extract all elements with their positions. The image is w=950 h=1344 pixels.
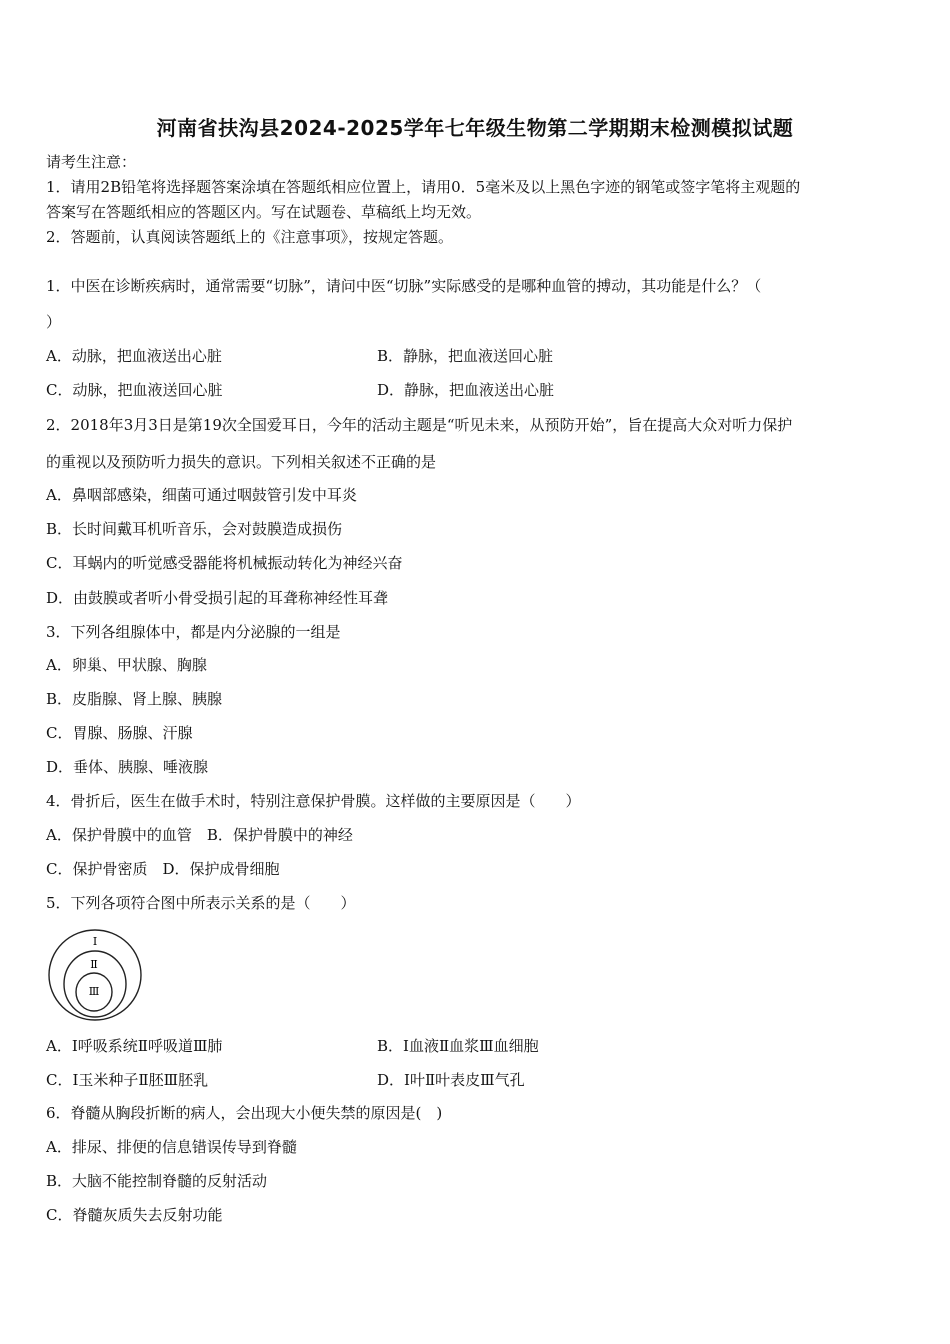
q6-option-a: A．排尿、排便的信息错误传导到脊髓 (46, 1138, 297, 1156)
q6-option-c: C．脊髓灰质失去反射功能 (46, 1206, 223, 1224)
q3-option-a: A．卵巢、甲状腺、胸腺 (46, 656, 207, 674)
q6-stem: 6．脊髓从胸段折断的病人，会出现大小便失禁的原因是( ) (46, 1104, 443, 1122)
notice-item-2: 2．答题前，认真阅读答题纸上的《注意事项》，按规定答题。 (46, 228, 454, 246)
q5-stem: 5．下列各项符合图中所表示关系的是（ ） (46, 894, 356, 912)
q1-option-a: A．动脉，把血液送出心脏 (46, 347, 222, 365)
notice-heading: 请考生注意： (46, 153, 137, 171)
q5-option-d: D．Ⅰ叶Ⅱ叶表皮Ⅲ气孔 (377, 1071, 525, 1089)
label-outer: Ⅰ (92, 935, 98, 948)
q2-stem: 2．2018年3月3日是第19次全国爱耳日，今年的活动主题是“听见未来，从预防开始”，旨在提高大众对听力保护 (46, 416, 793, 434)
nested-circles-figure (47, 928, 145, 1022)
q5-option-a: A．Ⅰ呼吸系统Ⅱ呼吸道Ⅲ肺 (46, 1037, 223, 1055)
label-middle: Ⅱ (90, 958, 98, 971)
q3-option-d: D．垂体、胰腺、唾液腺 (46, 758, 209, 776)
q3-stem: 3．下列各组腺体中，都是内分泌腺的一组是 (46, 623, 341, 641)
q2-stem-cont: 的重视以及预防听力损失的意识。下列相关叙述不正确的是 (46, 453, 437, 471)
q1-stem-cont: ） (46, 313, 62, 331)
notice-item-1: 1．请用2B铅笔将选择题答案涂填在答题纸相应位置上，请用0．5毫米及以上黑色字迹的钢笔或签字笔将主观题的 (46, 178, 801, 196)
q4-options-ab: A．保护骨膜中的血管 B．保护骨膜中的神经 (46, 826, 353, 844)
q2-option-b: B．长时间戴耳机听音乐，会对鼓膜造成损伤 (46, 520, 343, 538)
q1-option-d: D．静脉，把血液送出心脏 (377, 381, 555, 399)
q3-option-c: C．胃腺、肠腺、汗腺 (46, 724, 193, 742)
q1-option-c: C．动脉，把血液送回心脏 (46, 381, 223, 399)
label-inner: Ⅲ (88, 985, 100, 998)
page-title: 河南省扶沟县2024-2025学年七年级生物第二学期期末检测模拟试题 (156, 116, 794, 140)
q3-option-b: B．皮脂腺、肾上腺、胰腺 (46, 690, 223, 708)
notice-item-1-cont: 答案写在答题纸相应的答题区内。写在试题卷、草稿纸上均无效。 (46, 203, 482, 221)
q6-option-b: B．大脑不能控制脊髓的反射活动 (46, 1172, 268, 1190)
q5-option-b: B．Ⅰ血液Ⅱ血浆Ⅲ血细胞 (377, 1037, 539, 1055)
q4-options-cd: C．保护骨密质 D．保护成骨细胞 (46, 860, 280, 878)
q1-option-b: B．静脉，把血液送回心脏 (377, 347, 554, 365)
q2-option-d: D．由鼓膜或者听小骨受损引起的耳聋称神经性耳聋 (46, 589, 389, 607)
q2-option-a: A．鼻咽部感染，细菌可通过咽鼓管引发中耳炎 (46, 486, 357, 504)
q1-stem: 1．中医在诊断疾病时，通常需要“切脉”，请问中医“切脉”实际感受的是哪种血管的搏动，其功能是什么？（ (46, 277, 762, 295)
q2-option-c: C．耳蜗内的听觉感受器能将机械振动转化为神经兴奋 (46, 554, 403, 572)
q5-option-c: C．Ⅰ玉米种子Ⅱ胚Ⅲ胚乳 (46, 1071, 209, 1089)
q4-stem: 4．骨折后，医生在做手术时，特别注意保护骨膜。这样做的主要原因是（ ） (46, 792, 581, 810)
